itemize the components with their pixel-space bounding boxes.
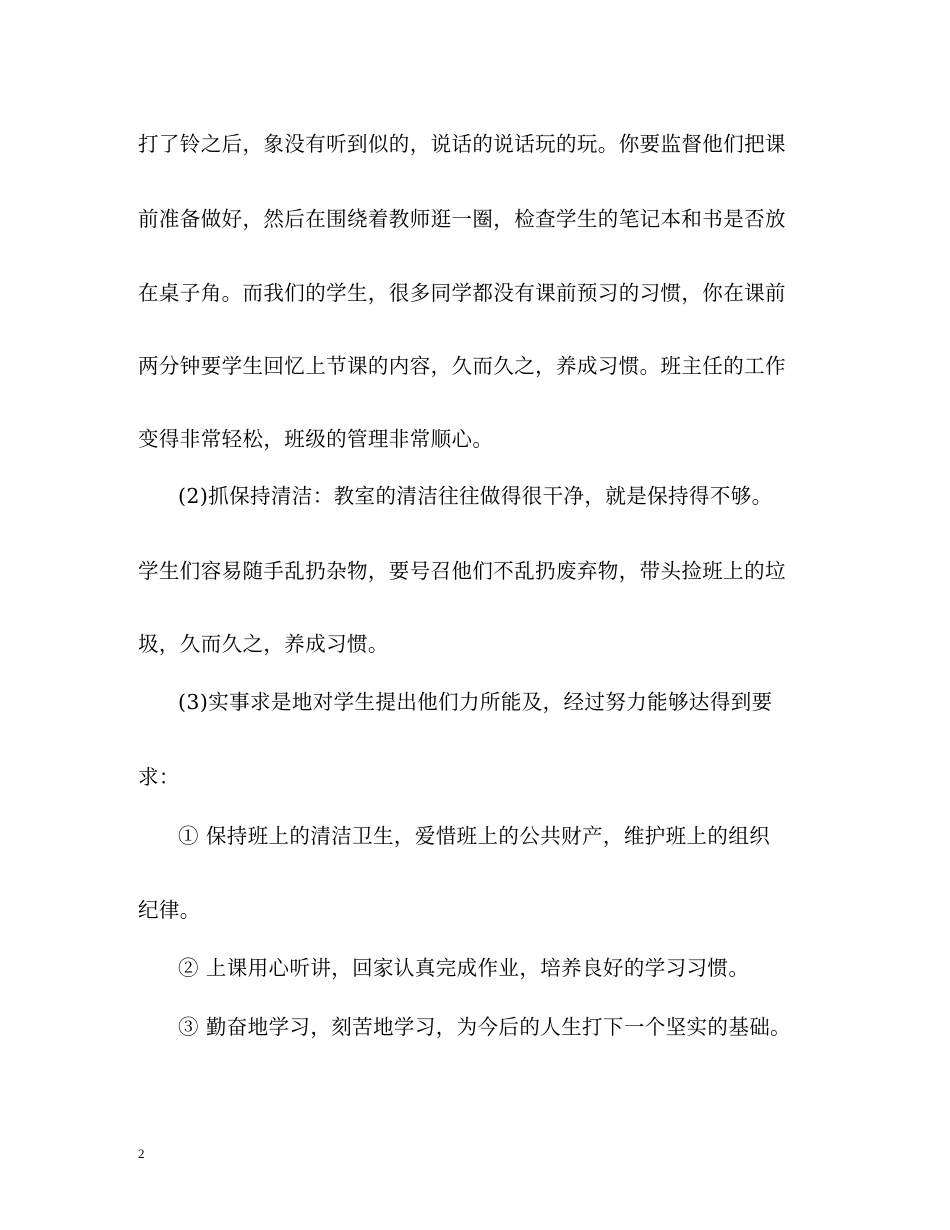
text-line: ③ 勤奋地学习，刻苦地学习，为今后的人生打下一个坚实的基础。 [178, 1015, 792, 1039]
page-number: 2 [138, 1146, 145, 1161]
text-line: 变得非常轻松，班级的管理非常顺心。 [138, 427, 494, 451]
text-line: 圾，久而久之，养成习惯。 [138, 632, 389, 656]
text-line: ② 上课用心听讲，回家认真完成作业，培养良好的学习习惯。 [178, 956, 750, 980]
text-line: 求： [138, 765, 180, 789]
text-line: 在桌子角。而我们的学生，很多同学都没有课前预习的习惯，你在课前 [138, 281, 786, 305]
text-line: 学生们容易随手乱扔杂物，要号召他们不乱扔废弃物，带头捡班上的垃 [138, 559, 786, 583]
text-line: (2)抓保持清洁：教室的清洁往往做得很干净，就是保持得不够。 [178, 484, 773, 508]
text-line: 前准备做好，然后在围绕着教师逛一圈，检查学生的笔记本和书是否放 [138, 207, 786, 231]
text-line: 纪律。 [138, 898, 201, 922]
text-line: 打了铃之后，象没有听到似的，说话的说话玩的玩。你要监督他们把课 [138, 132, 786, 156]
text-line: ① 保持班上的清洁卫生，爱惜班上的公共财产，维护班上的组织 [178, 824, 771, 848]
text-line: 两分钟要学生回忆上节课的内容，久而久之，养成习惯。班主任的工作 [138, 354, 786, 378]
text-line: (3)实事求是地对学生提出他们力所能及，经过努力能够达得到要 [178, 690, 773, 714]
